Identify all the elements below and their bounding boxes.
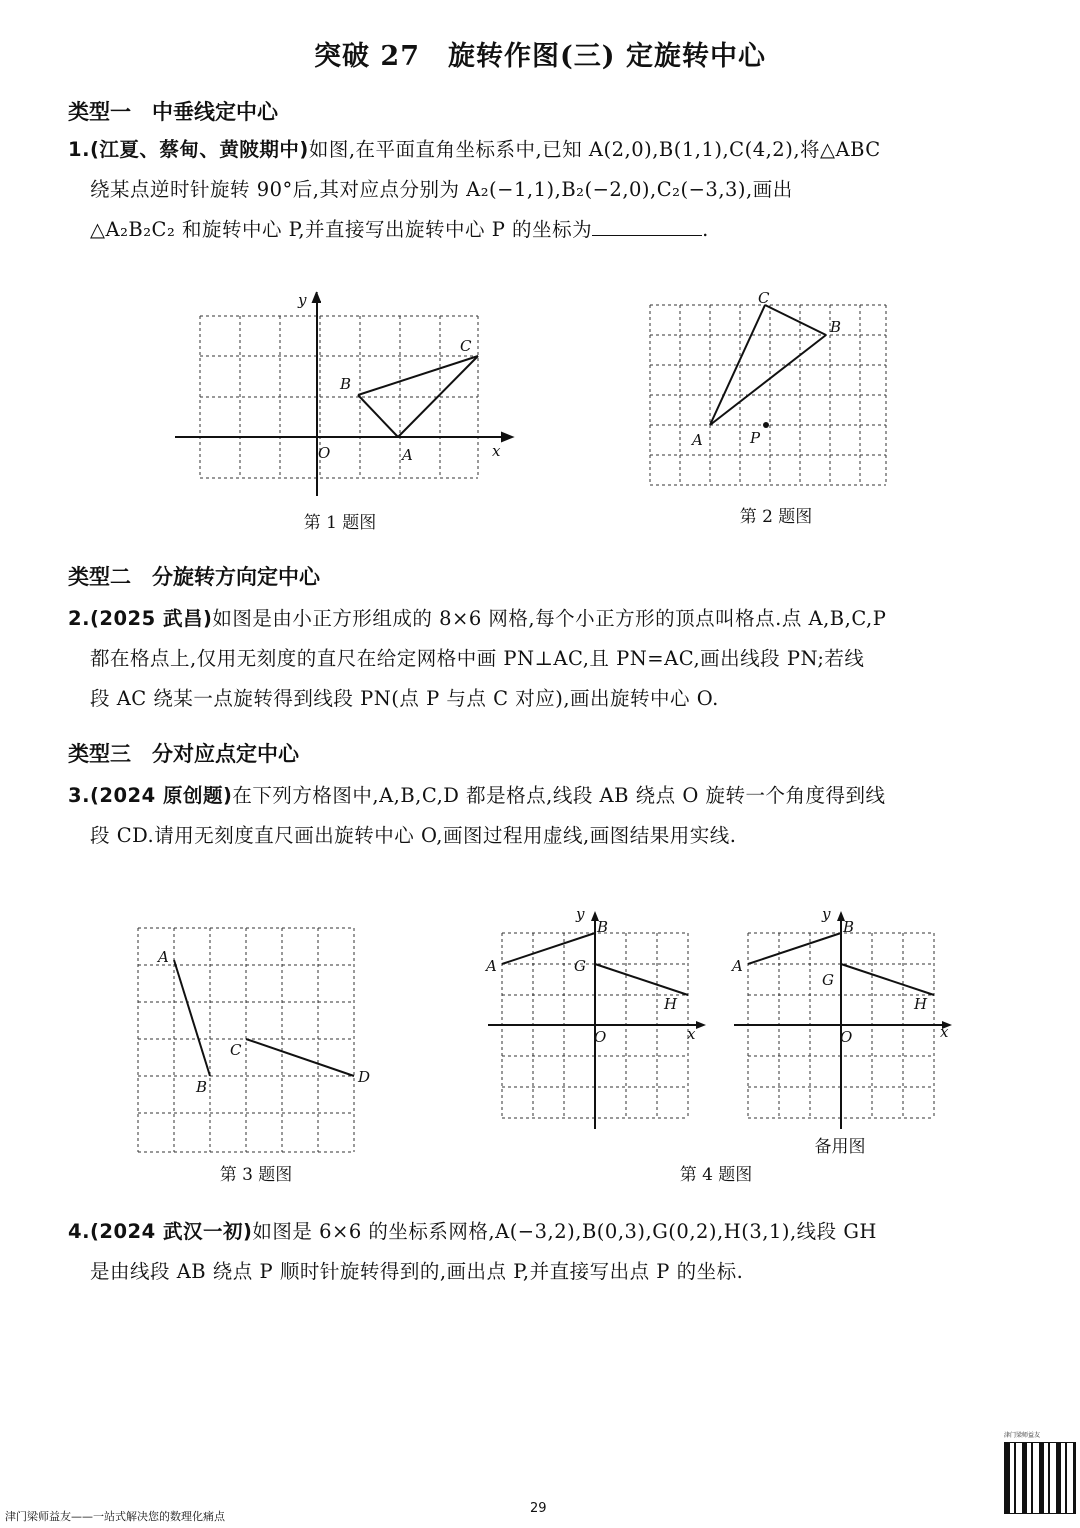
point-h-label: H bbox=[664, 995, 678, 1013]
figure-3-grid bbox=[128, 920, 378, 1160]
point-b-label: B bbox=[830, 318, 842, 336]
figure-1-coordinate-grid bbox=[170, 288, 520, 503]
question-text-line: 在下列方格图中,A,B,C,D 都是格点,线段 AB 绕点 O 旋转一个角度得到线 bbox=[232, 784, 886, 807]
point-a-label: A bbox=[692, 431, 703, 449]
question-text-line: 段 CD.请用无刻度直尺画出旋转中心 O,画图过程用虚线,画图结果用实线. bbox=[90, 824, 737, 847]
point-a-label: A bbox=[158, 948, 169, 966]
point-g-label: G bbox=[822, 971, 834, 989]
origin-label: O bbox=[594, 1028, 607, 1046]
y-axis-label: y bbox=[822, 905, 831, 923]
figure-4-backup-grid bbox=[728, 905, 958, 1135]
y-axis-label: y bbox=[576, 905, 585, 923]
question-text-line: 绕某点逆时针旋转 90°后,其对应点分别为 A₂(−1,1),B₂(−2,0),C₂(−3,3),画出 bbox=[90, 178, 793, 201]
question-source: (2025 武昌) bbox=[89, 607, 213, 630]
backup-figure-caption: 备用图 bbox=[814, 1137, 866, 1157]
section-heading-2: 类型二 分旋转方向定中心 bbox=[68, 565, 320, 589]
question-4 bbox=[68, 1212, 1028, 1292]
page-number: 29 bbox=[530, 1501, 547, 1516]
y-axis-label: y bbox=[298, 291, 307, 309]
point-b-label: B bbox=[340, 375, 352, 393]
question-source: (2024 原创题) bbox=[89, 784, 233, 807]
question-text-line: △A₂B₂C₂ 和旋转中心 P,并直接写出旋转中心 P 的坐标为 bbox=[90, 218, 593, 241]
question-2 bbox=[68, 599, 1028, 719]
question-text-line: 如图,在平面直角坐标系中,已知 A(2,0),B(1,1),C(4,2),将△ABC bbox=[308, 138, 881, 161]
figure-4-coordinate-grid bbox=[482, 905, 712, 1135]
figure-1-caption: 第 1 题图 bbox=[303, 513, 377, 533]
point-g-label: G bbox=[574, 957, 586, 975]
point-d-label: D bbox=[358, 1068, 371, 1086]
point-a-label: A bbox=[732, 957, 743, 975]
question-3 bbox=[68, 776, 1028, 856]
section-heading-1: 类型一 中垂线定中心 bbox=[68, 100, 278, 124]
qr-caption: 津门梁师益友 bbox=[1004, 1432, 1041, 1439]
question-number: 2. bbox=[68, 607, 90, 630]
x-axis-label: x bbox=[940, 1023, 949, 1041]
x-axis-label: x bbox=[687, 1025, 696, 1043]
question-number: 4. bbox=[68, 1220, 90, 1243]
origin-label: O bbox=[318, 444, 331, 462]
point-a-label: A bbox=[486, 957, 497, 975]
page-title: 突破 27 旋转作图(三) 定旋转中心 bbox=[314, 41, 766, 72]
figure-3-caption: 第 3 题图 bbox=[219, 1165, 293, 1185]
point-b-label: B bbox=[597, 918, 609, 936]
question-text-line: 都在格点上,仅用无刻度的直尺在给定网格中画 PN⊥AC,且 PN=AC,画出线段 PN;若线 bbox=[90, 647, 865, 670]
question-text-line: 段 AC 绕某一点旋转得到线段 PN(点 P 与点 C 对应),画出旋转中心 O. bbox=[90, 687, 719, 710]
figure-2-caption: 第 2 题图 bbox=[739, 507, 813, 527]
x-axis-label: x bbox=[492, 442, 501, 460]
point-b-label: B bbox=[196, 1078, 208, 1096]
point-h-label: H bbox=[914, 995, 928, 1013]
point-c-label: C bbox=[758, 289, 770, 307]
question-text-line: 是由线段 AB 绕点 P 顺时针旋转得到的,画出点 P,并直接写出点 P 的坐标. bbox=[90, 1260, 744, 1283]
point-a-label: A bbox=[402, 446, 413, 464]
qr-code-icon[interactable] bbox=[1004, 1442, 1076, 1514]
question-number: 1. bbox=[68, 138, 90, 161]
footer-text: 津门梁师益友——一站式解决您的数理化痛点 bbox=[5, 1510, 225, 1523]
origin-label: O bbox=[840, 1028, 853, 1046]
point-c-label: C bbox=[230, 1041, 242, 1059]
answer-blank[interactable] bbox=[592, 217, 702, 236]
question-text-line: 如图是由小正方形组成的 8×6 网格,每个小正方形的顶点叫格点.点 A,B,C,P bbox=[212, 607, 887, 630]
question-source: (江夏、蔡甸、黄陂期中) bbox=[89, 138, 309, 161]
question-text-line: 如图是 6×6 的坐标系网格,A(−3,2),B(0,3),G(0,2),H(3,1),线段 GH bbox=[252, 1220, 877, 1243]
point-b-label: B bbox=[843, 918, 855, 936]
point-p-label: P bbox=[750, 429, 761, 447]
question-number: 3. bbox=[68, 784, 90, 807]
question-end: . bbox=[702, 218, 709, 241]
figure-4-caption: 第 4 题图 bbox=[679, 1165, 753, 1185]
question-1 bbox=[68, 130, 1028, 250]
section-heading-3: 类型三 分对应点定中心 bbox=[68, 742, 299, 766]
question-source: (2024 武汉一初) bbox=[89, 1220, 253, 1243]
point-c-label: C bbox=[460, 337, 472, 355]
figure-2-grid bbox=[640, 285, 900, 495]
